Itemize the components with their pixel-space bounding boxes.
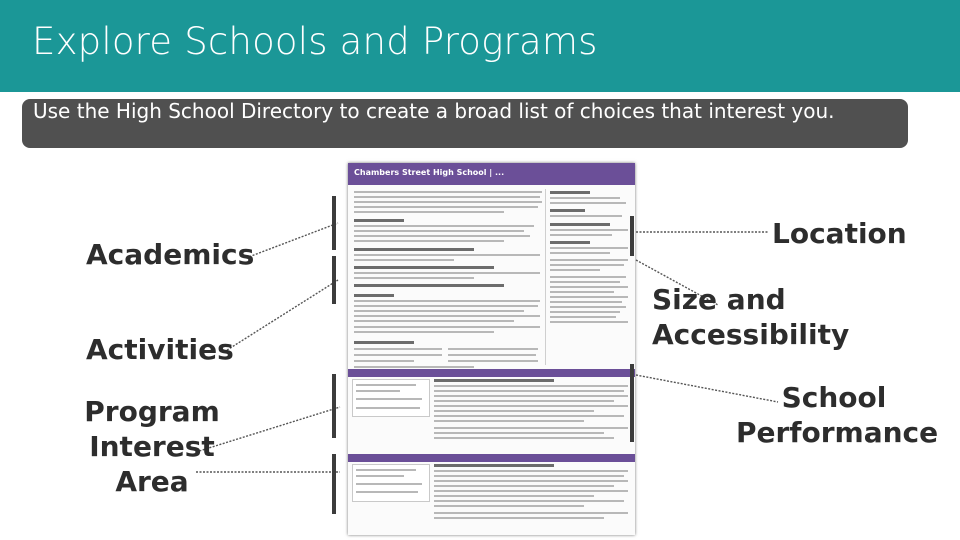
subtitle-text: Use the High School Directory to create a broad list of choices that interest you.: [33, 99, 835, 123]
page-title: Explore Schools and Programs: [32, 20, 598, 63]
academics-bracket: [332, 196, 336, 250]
size-accessibility-label: Size and Accessibility: [652, 283, 850, 351]
activities-bracket: [332, 256, 336, 304]
location-bracket: [630, 216, 634, 256]
program-bracket-2: [332, 454, 336, 514]
school-performance-label: School Performance: [736, 381, 939, 449]
program-interest-area-label: Program Interest Area: [84, 395, 220, 498]
performance-bracket: [630, 364, 634, 442]
academics-label: Academics: [86, 238, 255, 271]
academics-connector: [246, 223, 338, 258]
activities-connector: [224, 280, 338, 352]
activities-label: Activities: [86, 333, 234, 366]
program-bracket-1: [332, 374, 336, 438]
location-label: Location: [772, 217, 907, 250]
directory-school-name: Chambers Street High School | ...: [354, 168, 505, 177]
